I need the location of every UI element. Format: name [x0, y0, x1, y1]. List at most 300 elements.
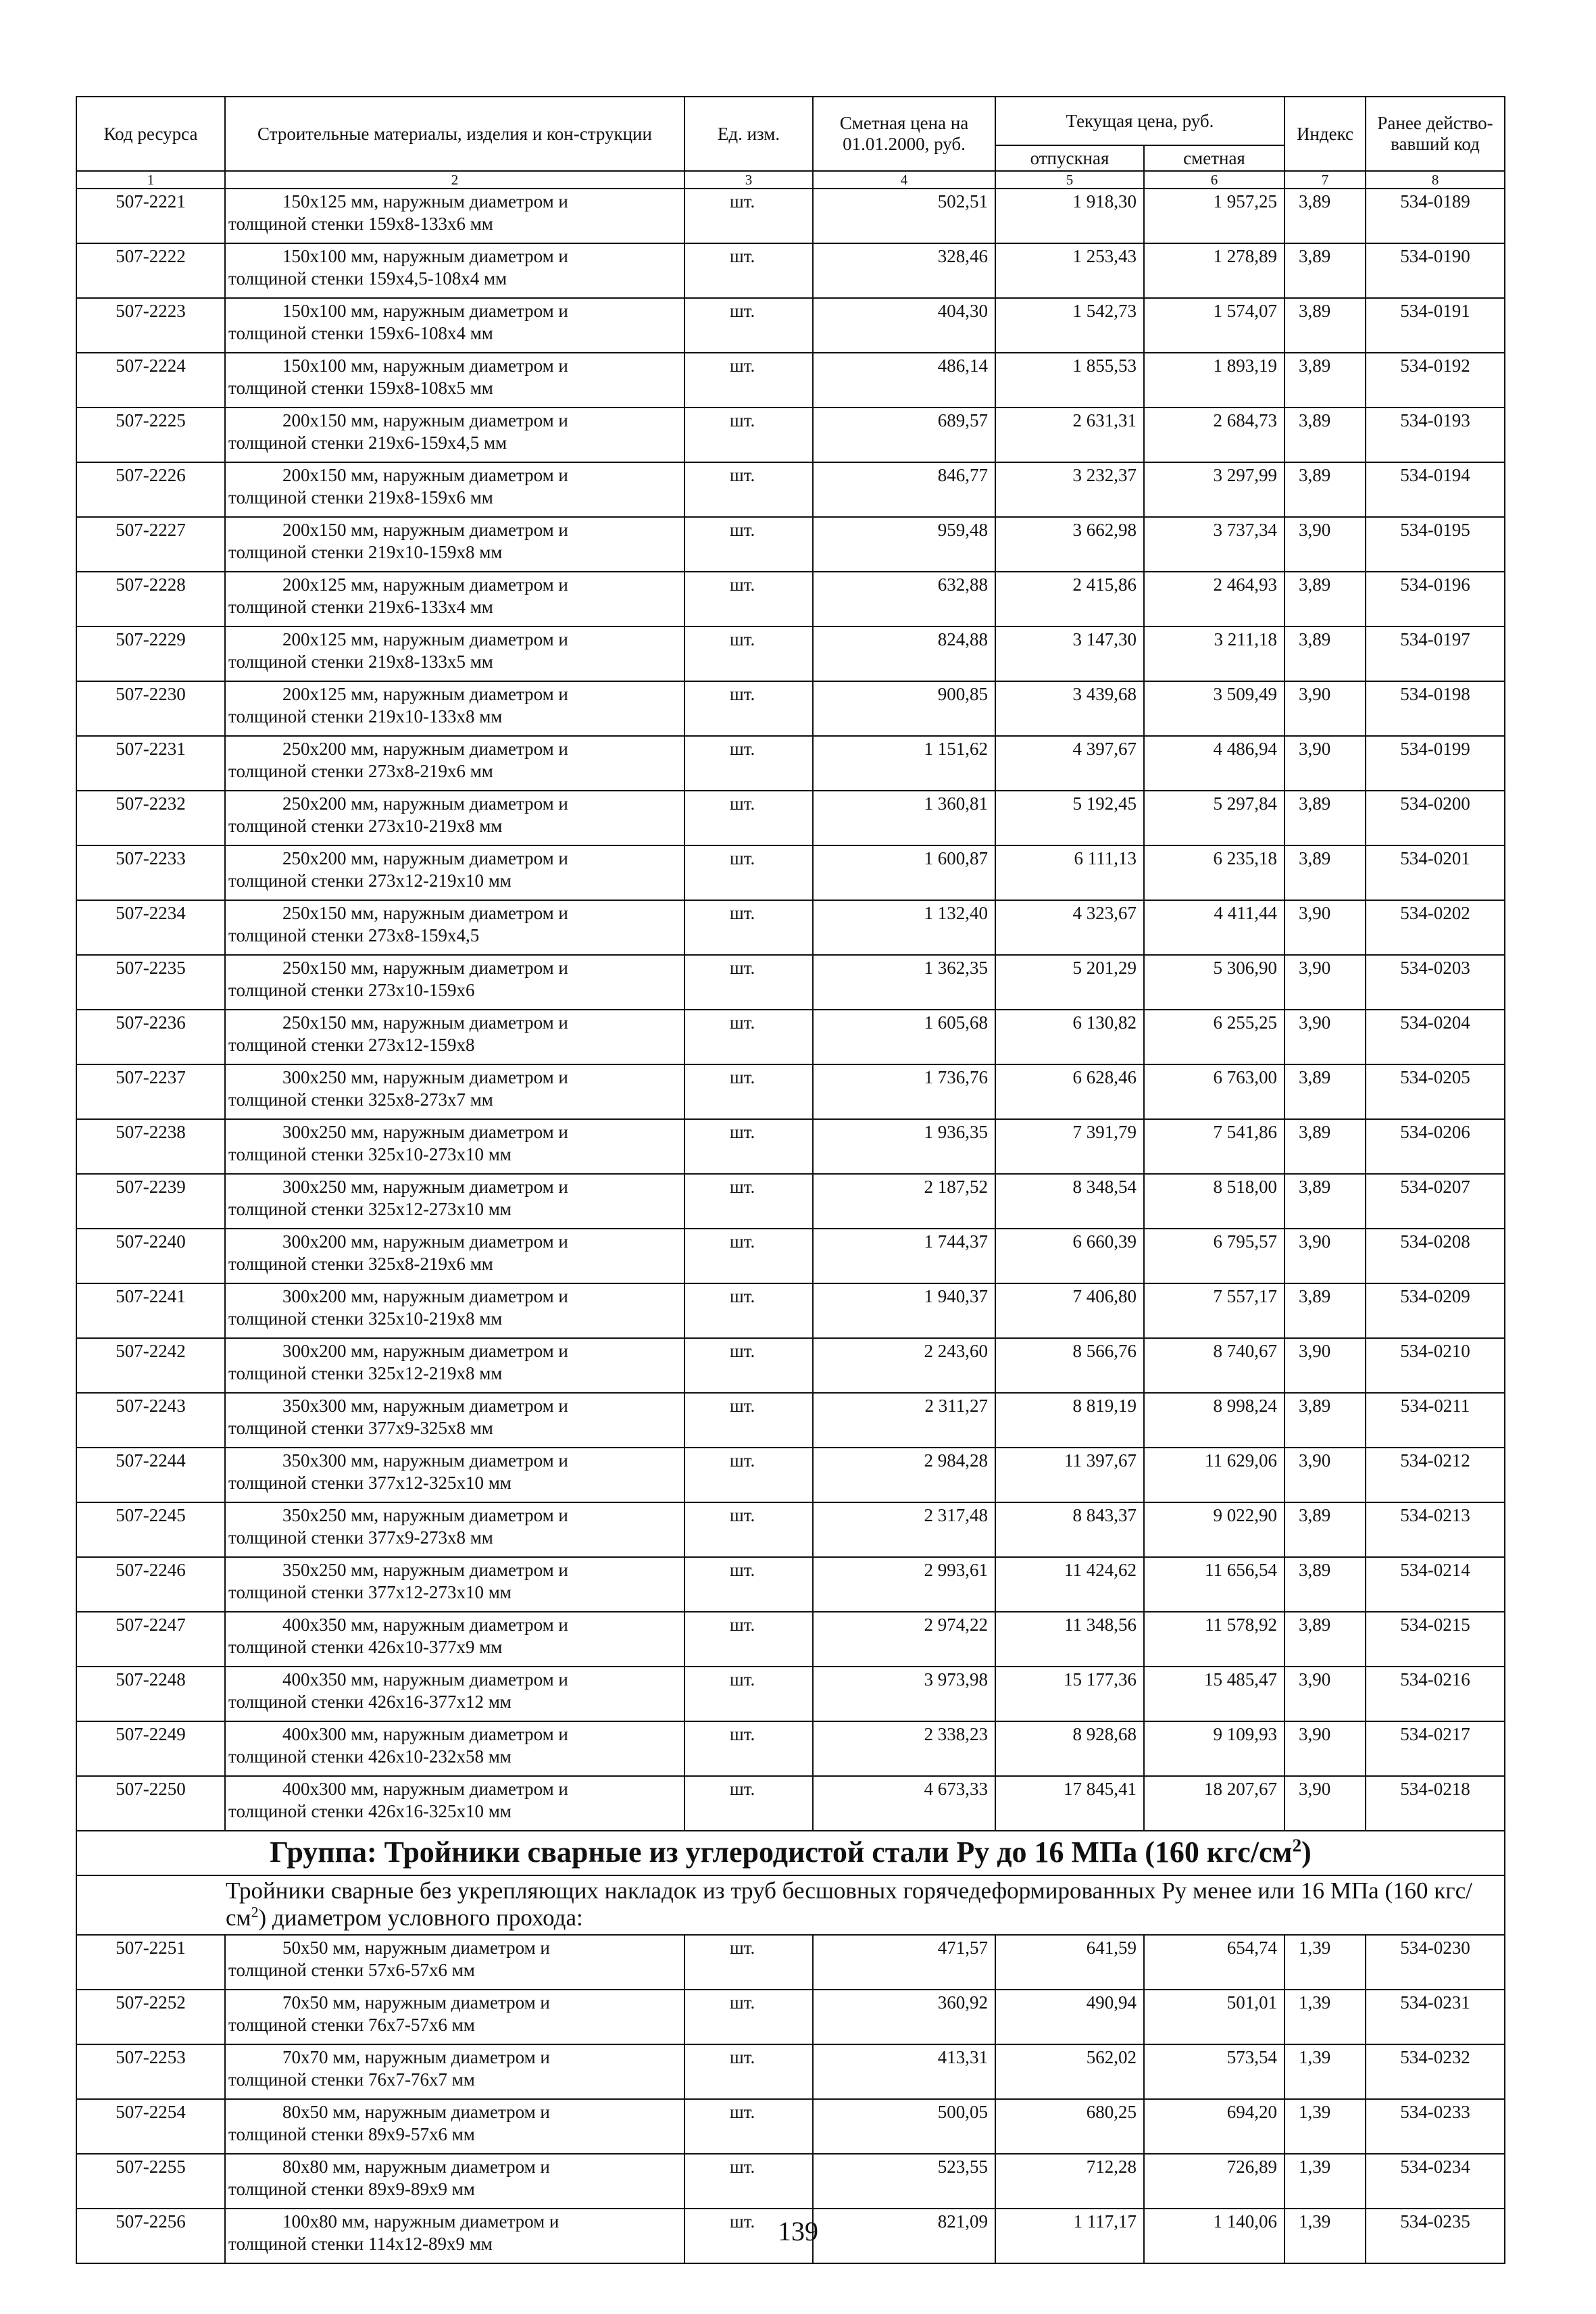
column-number: 5	[995, 171, 1144, 189]
estimate-price: 1 893,19	[1144, 353, 1285, 408]
description-line-1: 200x125 мм, наружным диаметром и	[282, 684, 568, 704]
unit: шт.	[684, 1174, 813, 1229]
base-price: 1 940,37	[813, 1283, 995, 1338]
material-description	[225, 517, 684, 572]
base-price: 2 317,48	[813, 1502, 995, 1557]
price-index: 3,89	[1285, 1557, 1366, 1612]
subgroup-heading	[76, 1875, 1505, 1935]
previous-code: 534-0197	[1366, 626, 1505, 681]
description-line-2: толщиной стенки 57x6-57x6 мм	[228, 1960, 475, 1980]
unit: шт.	[684, 1448, 813, 1502]
base-price: 1 744,37	[813, 1229, 995, 1283]
resource-code: 507-2243	[76, 1393, 225, 1448]
description-line-2: толщиной стенки 76x7-57x6 мм	[228, 2015, 475, 2035]
description-line-2: толщиной стенки 377x9-273x8 мм	[228, 1527, 493, 1548]
resource-code: 507-2226	[76, 462, 225, 517]
unit: шт.	[684, 1393, 813, 1448]
description-line-2: толщиной стенки 325x10-273x10 мм	[228, 1144, 512, 1164]
price-index: 3,90	[1285, 1229, 1366, 1283]
release-price: 7 406,80	[995, 1283, 1144, 1338]
group-section	[76, 1831, 1505, 1935]
material-description	[225, 1721, 684, 1776]
release-price: 8 928,68	[995, 1721, 1144, 1776]
material-description	[225, 2044, 684, 2099]
unit: шт.	[684, 1776, 813, 1831]
subgroup-heading-text: Тройники сварные без укрепляющих накладок из труб бесшовных горячедеформированных Ру менее или 16 МПа (160 кгс/см	[226, 1877, 1472, 1931]
base-price: 328,46	[813, 243, 995, 298]
unit: шт.	[684, 1338, 813, 1393]
estimate-price: 6 795,57	[1144, 1229, 1285, 1283]
previous-code: 534-0201	[1366, 845, 1505, 900]
description-line-1: 350x300 мм, наружным диаметром и	[282, 1396, 568, 1416]
base-price: 404,30	[813, 298, 995, 353]
column-number-row	[76, 171, 1505, 189]
material-description	[225, 1338, 684, 1393]
resource-code: 507-2234	[76, 900, 225, 955]
release-price: 7 391,79	[995, 1119, 1144, 1174]
resource-code: 507-2239	[76, 1174, 225, 1229]
unit: шт.	[684, 2154, 813, 2209]
table-row	[76, 955, 1505, 1010]
material-description	[225, 1667, 684, 1721]
previous-code: 534-0211	[1366, 1393, 1505, 1448]
resource-code: 507-2255	[76, 2154, 225, 2209]
previous-code: 534-0208	[1366, 1229, 1505, 1283]
material-description	[225, 1393, 684, 1448]
price-index: 3,89	[1285, 572, 1366, 626]
header-current-price: Текущая цена, руб.	[995, 97, 1285, 145]
estimate-price: 4 411,44	[1144, 900, 1285, 955]
table-row	[76, 736, 1505, 791]
unit: шт.	[684, 1283, 813, 1338]
material-description	[225, 1448, 684, 1502]
release-price: 3 662,98	[995, 517, 1144, 572]
resource-code: 507-2223	[76, 298, 225, 353]
resource-code: 507-2252	[76, 1990, 225, 2044]
release-price: 680,25	[995, 2099, 1144, 2154]
previous-code: 534-0209	[1366, 1283, 1505, 1338]
unit: шт.	[684, 681, 813, 736]
estimate-price: 15 485,47	[1144, 1667, 1285, 1721]
base-price: 2 984,28	[813, 1448, 995, 1502]
base-price: 1 132,40	[813, 900, 995, 955]
description-line-1: 400x350 мм, наружным диаметром и	[282, 1615, 568, 1635]
price-index: 3,89	[1285, 845, 1366, 900]
estimate-price: 11 578,92	[1144, 1612, 1285, 1667]
description-line-1: 250x150 мм, наружным диаметром и	[282, 958, 568, 978]
resource-code: 507-2232	[76, 791, 225, 845]
release-price: 4 397,67	[995, 736, 1144, 791]
estimate-price: 8 998,24	[1144, 1393, 1285, 1448]
material-description	[225, 2099, 684, 2154]
description-line-1: 200x150 мм, наружным диаметром и	[282, 410, 568, 430]
header-code: Код ресурса	[76, 97, 225, 171]
table-row	[76, 845, 1505, 900]
unit: шт.	[684, 2099, 813, 2154]
table-row	[76, 2154, 1505, 2209]
material-description	[225, 900, 684, 955]
description-line-2: толщиной стенки 325x8-273x7 мм	[228, 1089, 493, 1110]
resource-code: 507-2238	[76, 1119, 225, 1174]
description-line-2: толщиной стенки 159x8-108x5 мм	[228, 378, 493, 398]
price-index: 1,39	[1285, 1990, 1366, 2044]
description-line-2: толщиной стенки 219x8-159x6 мм	[228, 487, 493, 508]
description-line-2: толщиной стенки 325x12-273x10 мм	[228, 1199, 512, 1219]
price-index: 1,39	[1285, 2099, 1366, 2154]
unit: шт.	[684, 189, 813, 243]
price-index: 3,90	[1285, 955, 1366, 1010]
material-description	[225, 1935, 684, 1990]
previous-code: 534-0196	[1366, 572, 1505, 626]
unit: шт.	[684, 1935, 813, 1990]
release-price: 641,59	[995, 1935, 1144, 1990]
table-row	[76, 1721, 1505, 1776]
subgroup-heading-sup: 2	[251, 1904, 259, 1921]
column-number: 2	[225, 171, 684, 189]
price-index: 3,89	[1285, 408, 1366, 462]
description-line-2: толщиной стенки 377x9-325x8 мм	[228, 1418, 493, 1438]
description-line-2: толщиной стенки 426x16-377x12 мм	[228, 1692, 512, 1712]
resource-code: 507-2254	[76, 2099, 225, 2154]
table-row	[76, 1990, 1505, 2044]
estimate-price: 5 297,84	[1144, 791, 1285, 845]
previous-code: 534-0206	[1366, 1119, 1505, 1174]
estimate-price: 2 684,73	[1144, 408, 1285, 462]
material-description	[225, 572, 684, 626]
subgroup-heading-tail: ) диаметром условного прохода:	[258, 1904, 583, 1931]
price-table	[76, 96, 1505, 2264]
release-price: 3 439,68	[995, 681, 1144, 736]
table-row	[76, 1557, 1505, 1612]
table-row	[76, 353, 1505, 408]
description-line-1: 70x50 мм, наружным диаметром и	[282, 1992, 550, 2013]
description-line-2: толщиной стенки 273x8-159x4,5	[228, 925, 480, 945]
description-line-1: 250x150 мм, наружным диаметром и	[282, 1012, 568, 1033]
description-line-2: толщиной стенки 325x10-219x8 мм	[228, 1308, 503, 1329]
base-price: 2 974,22	[813, 1612, 995, 1667]
unit: шт.	[684, 845, 813, 900]
estimate-price: 573,54	[1144, 2044, 1285, 2099]
unit: шт.	[684, 1119, 813, 1174]
resource-code: 507-2225	[76, 408, 225, 462]
price-index: 3,90	[1285, 736, 1366, 791]
unit: шт.	[684, 1990, 813, 2044]
release-price: 8 843,37	[995, 1502, 1144, 1557]
previous-code: 534-0217	[1366, 1721, 1505, 1776]
resource-code: 507-2253	[76, 2044, 225, 2099]
base-price: 523,55	[813, 2154, 995, 2209]
table-row	[76, 681, 1505, 736]
previous-code: 534-0191	[1366, 298, 1505, 353]
estimate-price: 3 737,34	[1144, 517, 1285, 572]
description-line-1: 150x100 мм, наружным диаметром и	[282, 246, 568, 266]
description-line-1: 70x70 мм, наружным диаметром и	[282, 2047, 550, 2067]
column-number: 6	[1144, 171, 1285, 189]
unit: шт.	[684, 1010, 813, 1064]
previous-code: 534-0205	[1366, 1064, 1505, 1119]
release-price: 1 855,53	[995, 353, 1144, 408]
release-price: 5 192,45	[995, 791, 1144, 845]
unit: шт.	[684, 791, 813, 845]
description-line-2: толщиной стенки 219x10-133x8 мм	[228, 706, 503, 727]
description-line-2: толщиной стенки 426x16-325x10 мм	[228, 1801, 512, 1821]
release-price: 11 348,56	[995, 1612, 1144, 1667]
material-description	[225, 845, 684, 900]
table-row	[76, 1935, 1505, 1990]
estimate-price: 6 235,18	[1144, 845, 1285, 900]
resource-code: 507-2251	[76, 1935, 225, 1990]
material-description	[225, 1174, 684, 1229]
base-price: 2 993,61	[813, 1557, 995, 1612]
resource-code: 507-2231	[76, 736, 225, 791]
resource-code: 507-2230	[76, 681, 225, 736]
material-description	[225, 791, 684, 845]
price-index: 3,89	[1285, 1064, 1366, 1119]
price-index: 3,89	[1285, 1119, 1366, 1174]
previous-code: 534-0231	[1366, 1990, 1505, 2044]
previous-code: 534-0200	[1366, 791, 1505, 845]
release-price: 712,28	[995, 2154, 1144, 2209]
header-previous-code: Ранее действо-вавший код	[1366, 97, 1505, 171]
table-row	[76, 1612, 1505, 1667]
material-description	[225, 1776, 684, 1831]
description-line-2: толщиной стенки 377x12-273x10 мм	[228, 1582, 512, 1602]
resource-code: 507-2249	[76, 1721, 225, 1776]
material-description	[225, 1612, 684, 1667]
table-row	[76, 1502, 1505, 1557]
description-line-1: 300x200 мм, наружным диаметром и	[282, 1341, 568, 1361]
table-row	[76, 1064, 1505, 1119]
unit: шт.	[684, 408, 813, 462]
table-row	[76, 1283, 1505, 1338]
description-line-1: 300x250 мм, наружным диаметром и	[282, 1122, 568, 1142]
unit: шт.	[684, 1557, 813, 1612]
description-line-2: толщиной стенки 273x12-219x10 мм	[228, 870, 512, 891]
previous-code: 534-0199	[1366, 736, 1505, 791]
release-price: 6 660,39	[995, 1229, 1144, 1283]
description-line-1: 350x250 мм, наружным диаметром и	[282, 1505, 568, 1525]
unit: шт.	[684, 298, 813, 353]
table-row	[76, 243, 1505, 298]
material-description	[225, 1229, 684, 1283]
material-description	[225, 1283, 684, 1338]
release-price: 1 918,30	[995, 189, 1144, 243]
unit: шт.	[684, 1721, 813, 1776]
price-index: 3,89	[1285, 626, 1366, 681]
table-row	[76, 408, 1505, 462]
previous-code: 534-0218	[1366, 1776, 1505, 1831]
base-price: 689,57	[813, 408, 995, 462]
estimate-price: 9 109,93	[1144, 1721, 1285, 1776]
description-line-1: 200x125 мм, наружным диаметром и	[282, 629, 568, 649]
table-row	[76, 572, 1505, 626]
release-price: 1 253,43	[995, 243, 1144, 298]
resource-code: 507-2244	[76, 1448, 225, 1502]
resource-code: 507-2233	[76, 845, 225, 900]
base-price: 2 243,60	[813, 1338, 995, 1393]
price-index: 1,39	[1285, 1935, 1366, 1990]
release-price: 1 117,17	[995, 2209, 1144, 2263]
description-line-2: толщиной стенки 89x9-57x6 мм	[228, 2124, 475, 2144]
estimate-price: 11 629,06	[1144, 1448, 1285, 1502]
base-price: 3 973,98	[813, 1667, 995, 1721]
price-index: 3,89	[1285, 1502, 1366, 1557]
column-number: 4	[813, 171, 995, 189]
release-price: 3 232,37	[995, 462, 1144, 517]
column-number: 8	[1366, 171, 1505, 189]
resource-code: 507-2247	[76, 1612, 225, 1667]
resource-code: 507-2242	[76, 1338, 225, 1393]
group-heading-close: )	[1301, 1836, 1312, 1869]
previous-code: 534-0234	[1366, 2154, 1505, 2209]
base-price: 486,14	[813, 353, 995, 408]
estimate-price: 4 486,94	[1144, 736, 1285, 791]
base-price: 900,85	[813, 681, 995, 736]
description-line-2: толщиной стенки 325x8-219x6 мм	[228, 1254, 493, 1274]
base-price: 500,05	[813, 2099, 995, 2154]
release-price: 8 348,54	[995, 1174, 1144, 1229]
previous-code: 534-0212	[1366, 1448, 1505, 1502]
previous-code: 534-0192	[1366, 353, 1505, 408]
material-description	[225, 1064, 684, 1119]
description-line-1: 350x300 мм, наружным диаметром и	[282, 1450, 568, 1471]
estimate-price: 5 306,90	[1144, 955, 1285, 1010]
unit: шт.	[684, 353, 813, 408]
estimate-price: 694,20	[1144, 2099, 1285, 2154]
material-description	[225, 955, 684, 1010]
material-description	[225, 462, 684, 517]
previous-code: 534-0193	[1366, 408, 1505, 462]
table-row	[76, 1667, 1505, 1721]
resource-code: 507-2236	[76, 1010, 225, 1064]
table-row	[76, 626, 1505, 681]
description-line-1: 300x200 мм, наружным диаметром и	[282, 1286, 568, 1306]
release-price: 2 631,31	[995, 408, 1144, 462]
previous-code: 534-0213	[1366, 1502, 1505, 1557]
description-line-2: толщиной стенки 159x8-133x6 мм	[228, 214, 493, 234]
description-line-1: 80x80 мм, наружным диаметром и	[282, 2157, 550, 2177]
previous-code: 534-0190	[1366, 243, 1505, 298]
description-line-1: 80x50 мм, наружным диаметром и	[282, 2102, 550, 2122]
unit: шт.	[684, 572, 813, 626]
material-description	[225, 189, 684, 243]
price-index: 3,89	[1285, 1283, 1366, 1338]
price-index: 3,89	[1285, 1174, 1366, 1229]
price-index: 1,39	[1285, 2154, 1366, 2209]
header-unit: Ед. изм.	[684, 97, 813, 171]
price-index: 3,90	[1285, 1338, 1366, 1393]
table-row	[76, 189, 1505, 243]
base-price: 2 338,23	[813, 1721, 995, 1776]
estimate-price: 2 464,93	[1144, 572, 1285, 626]
description-line-2: толщиной стенки 426x10-377x9 мм	[228, 1637, 503, 1657]
price-index: 3,90	[1285, 900, 1366, 955]
resource-code: 507-2246	[76, 1557, 225, 1612]
description-line-2: толщиной стенки 219x6-159x4,5 мм	[228, 433, 507, 453]
estimate-price: 1 957,25	[1144, 189, 1285, 243]
description-line-1: 250x200 мм, наружным диаметром и	[282, 739, 568, 759]
release-price: 8 819,19	[995, 1393, 1144, 1448]
previous-code: 534-0204	[1366, 1010, 1505, 1064]
estimate-price: 3 297,99	[1144, 462, 1285, 517]
previous-code: 534-0233	[1366, 2099, 1505, 2154]
description-line-1: 200x150 мм, наружным диаметром и	[282, 465, 568, 485]
table-row	[76, 1010, 1505, 1064]
header-release-price: отпускная	[995, 145, 1144, 171]
description-line-1: 150x100 мм, наружным диаметром и	[282, 355, 568, 376]
base-price: 471,57	[813, 1935, 995, 1990]
previous-code: 534-0195	[1366, 517, 1505, 572]
table-row	[76, 1338, 1505, 1393]
unit: шт.	[684, 736, 813, 791]
header-base-price: Сметная цена на 01.01.2000, руб.	[813, 97, 995, 171]
price-index: 3,89	[1285, 189, 1366, 243]
description-line-2: толщиной стенки 114x12-89x9 мм	[228, 2234, 493, 2254]
estimate-price: 8 740,67	[1144, 1338, 1285, 1393]
release-price: 11 424,62	[995, 1557, 1144, 1612]
unit: шт.	[684, 1229, 813, 1283]
table-row	[76, 2099, 1505, 2154]
table-row	[76, 1119, 1505, 1174]
unit: шт.	[684, 2044, 813, 2099]
material-description	[225, 353, 684, 408]
price-index: 3,90	[1285, 517, 1366, 572]
previous-code: 534-0216	[1366, 1667, 1505, 1721]
base-price: 413,31	[813, 2044, 995, 2099]
estimate-price: 11 656,54	[1144, 1557, 1285, 1612]
table-row	[76, 791, 1505, 845]
description-line-1: 250x150 мм, наружным диаметром и	[282, 903, 568, 923]
table-row	[76, 462, 1505, 517]
estimate-price: 3 509,49	[1144, 681, 1285, 736]
description-line-1: 50x50 мм, наружным диаметром и	[282, 1938, 550, 1958]
estimate-price: 7 541,86	[1144, 1119, 1285, 1174]
table-row	[76, 2044, 1505, 2099]
description-line-1: 350x250 мм, наружным диаметром и	[282, 1560, 568, 1580]
unit: шт.	[684, 1667, 813, 1721]
base-price: 821,09	[813, 2209, 995, 2263]
base-price: 632,88	[813, 572, 995, 626]
resource-code: 507-2221	[76, 189, 225, 243]
resource-code: 507-2228	[76, 572, 225, 626]
estimate-price: 8 518,00	[1144, 1174, 1285, 1229]
resource-code: 507-2229	[76, 626, 225, 681]
base-price: 360,92	[813, 1990, 995, 2044]
previous-code: 534-0214	[1366, 1557, 1505, 1612]
previous-code: 534-0230	[1366, 1935, 1505, 1990]
base-price: 1 736,76	[813, 1064, 995, 1119]
estimate-price: 7 557,17	[1144, 1283, 1285, 1338]
base-price: 1 605,68	[813, 1010, 995, 1064]
table-row	[76, 900, 1505, 955]
previous-code: 534-0189	[1366, 189, 1505, 243]
previous-code: 534-0232	[1366, 2044, 1505, 2099]
price-index: 3,89	[1285, 1612, 1366, 1667]
table-row	[76, 1393, 1505, 1448]
column-number: 7	[1285, 171, 1366, 189]
previous-code: 534-0235	[1366, 2209, 1505, 2263]
material-description	[225, 298, 684, 353]
table-row	[76, 517, 1505, 572]
resource-code: 507-2248	[76, 1667, 225, 1721]
description-line-2: толщиной стенки 426x10-232x58 мм	[228, 1746, 512, 1767]
resource-code: 507-2245	[76, 1502, 225, 1557]
table-row	[76, 1776, 1505, 1831]
material-description	[225, 736, 684, 791]
column-number: 1	[76, 171, 225, 189]
column-number: 3	[684, 171, 813, 189]
header-estimate-price: сметная	[1144, 145, 1285, 171]
